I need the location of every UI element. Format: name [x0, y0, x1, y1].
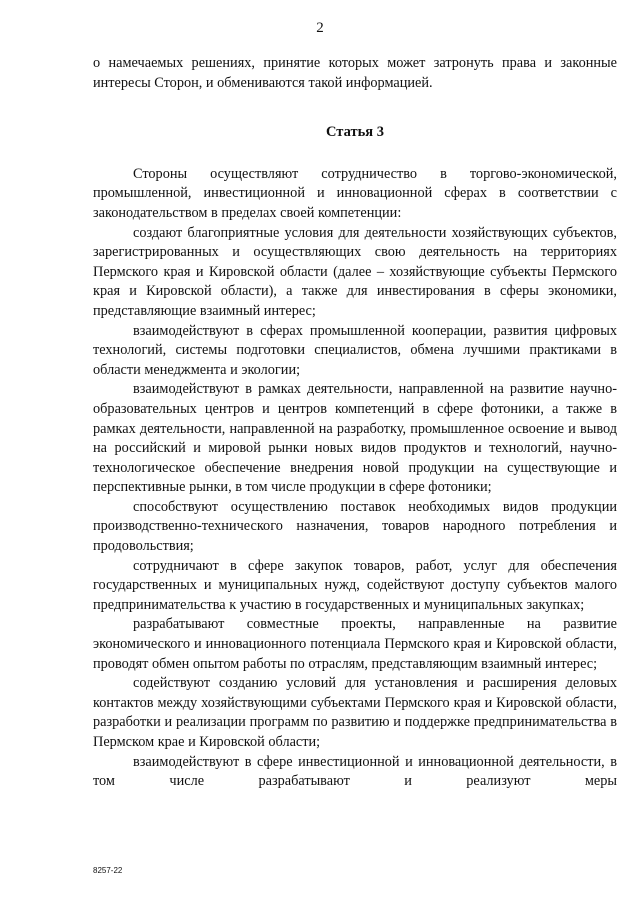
article-paragraph: взаимодействуют в сфере инвестиционной и инновационной деятельности, в том числе разрабатывают и реализуют меры	[93, 753, 617, 790]
article-paragraph: создают благоприятные условия для деятельности хозяйствующих субъектов, зарегистрированных и осуществляющих свою деятельность на территориях Пермского края и Кировской области (далее – хозяйствующие субъекты Пермского края и Кировской области), а также для инвестирования в сферы экономики, представляющие взаимный интерес;	[93, 224, 617, 319]
article-paragraph: Стороны осуществляют сотрудничество в торгово-экономической, промышленной, инвестиционной и инновационной сферах в соответствии с законодательством в пределах своей компетенции:	[93, 165, 617, 221]
footer-document-code: 8257-22	[93, 866, 123, 875]
article-paragraph: сотрудничают в сфере закупок товаров, работ, услуг для обеспечения государственных и муниципальных нужд, содействуют доступу субъектов малого предпринимательства к участию в государственных и муниципальных закупках;	[93, 557, 617, 613]
article-paragraph: способствуют осуществлению поставок необходимых видов продукции производственно-технического назначения, товаров народного потребления и продовольствия;	[93, 498, 617, 555]
article-paragraph: взаимодействуют в сферах промышленной кооперации, развития цифровых технологий, системы подготовки специалистов, обмена лучшими практиками в области менеджмента и экологии;	[93, 322, 617, 378]
page-number: 2	[316, 20, 324, 36]
article-paragraph: содействуют созданию условий для установления и расширения деловых контактов между хозяйствующими субъектами Пермского края и Кировской области, разработки и реализации программ по развитию и поддержке предпринимательства в Пермском крае и Кировской области;	[93, 675, 617, 750]
article-paragraph: разрабатывают совместные проекты, направленные на развитие экономического и инновационного потенциала Пермского края и Кировской области, проводят обмен опытом работы по отраслям, представляющим взаимный интерес;	[93, 616, 617, 672]
article-title: Статья 3	[326, 124, 384, 141]
page-body	[93, 54, 617, 792]
article-paragraph: взаимодействуют в рамках деятельности, направленной на развитие научно-образовательных центров и центров компетенций в сфере фотоники, а также в рамках деятельности, направленной на разработку, промышленное освоение и вывод на российский и мировой рынки новых видов продуктов и технологий, научно-технологическое обеспечение внедрения новой продукции на существующие и перспективные рынки, в том числе продукции в сфере фотоники;	[93, 381, 617, 496]
intro-continuation-paragraph: о намечаемых решениях, принятие которых может затронуть права и законные интересы Сторон, и обмениваются такой информацией.	[93, 55, 617, 91]
